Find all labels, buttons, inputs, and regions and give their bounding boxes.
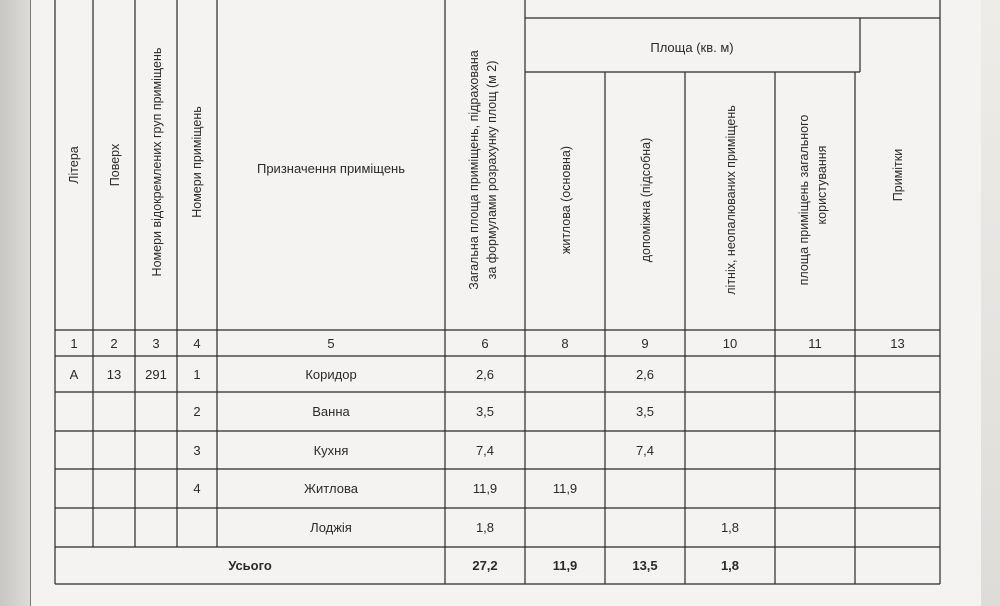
cell-litera: А bbox=[69, 366, 79, 382]
cell-purpose: Лоджія bbox=[310, 520, 352, 535]
header-total-area-line2: за формулами розрахунку площ (м 2) bbox=[485, 60, 499, 280]
header-litera: Літера bbox=[67, 146, 81, 184]
cell-purpose: Кухня bbox=[313, 442, 349, 458]
totals-summer: 1,8 bbox=[720, 558, 740, 573]
totals-label: Усього bbox=[228, 558, 272, 573]
cell-purpose: Житлова bbox=[304, 481, 358, 496]
cell-living bbox=[525, 356, 605, 392]
col-number: 1 bbox=[70, 335, 78, 351]
header-poverkh: Поверх bbox=[108, 143, 122, 187]
header-total-area-line1: Загальна площа приміщень, підрахована bbox=[467, 50, 481, 290]
cell-aux: 7,4 bbox=[635, 442, 655, 458]
header-common-line1: площа приміщень загального bbox=[797, 114, 811, 286]
header-common-line2: користування bbox=[815, 145, 829, 225]
totals-total: 27,2 bbox=[472, 558, 498, 573]
totals-living: 11,9 bbox=[552, 558, 578, 573]
col-number: 5 bbox=[327, 335, 335, 351]
header-notes: Примітки bbox=[891, 148, 905, 202]
col-number: 6 bbox=[481, 335, 489, 351]
cell-room: 1 bbox=[193, 366, 201, 382]
header-purpose: Призначення приміщень bbox=[256, 161, 406, 176]
cell-summer: 1,8 bbox=[720, 520, 740, 535]
cell-summer bbox=[685, 356, 775, 392]
cell-room: 3 bbox=[193, 442, 201, 458]
cell-poverkh: 13 bbox=[106, 366, 122, 382]
col-number: 10 bbox=[722, 335, 738, 351]
header-group-numbers: Номери відокремлених груп приміщень bbox=[150, 47, 164, 277]
cell-room: 2 bbox=[193, 404, 201, 419]
cell-living: 11,9 bbox=[552, 481, 578, 496]
col-number: 11 bbox=[808, 335, 822, 351]
area-group-header: Площа (кв. м) bbox=[650, 40, 734, 55]
header-room-numbers: Номери приміщень bbox=[190, 106, 204, 218]
cell-aux: 2,6 bbox=[635, 366, 655, 382]
cell-aux: 3,5 bbox=[635, 404, 655, 419]
header-summer: літніх, неопалюваних приміщень bbox=[724, 105, 738, 295]
cell-total: 11,9 bbox=[472, 481, 498, 496]
col-number: 8 bbox=[561, 335, 569, 351]
cell-group: 291 bbox=[145, 366, 167, 382]
col-number: 13 bbox=[890, 335, 905, 351]
cell-total: 1,8 bbox=[475, 520, 495, 535]
cell-purpose: Ванна bbox=[312, 404, 350, 419]
cell-total: 7,4 bbox=[475, 442, 495, 458]
cell-total: 3,5 bbox=[475, 404, 495, 419]
cell-room: 4 bbox=[193, 481, 201, 496]
totals-aux: 13,5 bbox=[632, 558, 658, 573]
col-number: 9 bbox=[641, 335, 649, 351]
col-number: 3 bbox=[152, 335, 160, 351]
header-auxiliary: допоміжна (підсобна) bbox=[639, 137, 653, 263]
cell-total: 2,6 bbox=[475, 366, 495, 382]
col-number: 2 bbox=[110, 335, 118, 351]
header-living: житлова (основна) bbox=[559, 146, 573, 254]
cell-purpose: Коридор bbox=[305, 366, 357, 382]
col-number: 4 bbox=[193, 335, 201, 351]
